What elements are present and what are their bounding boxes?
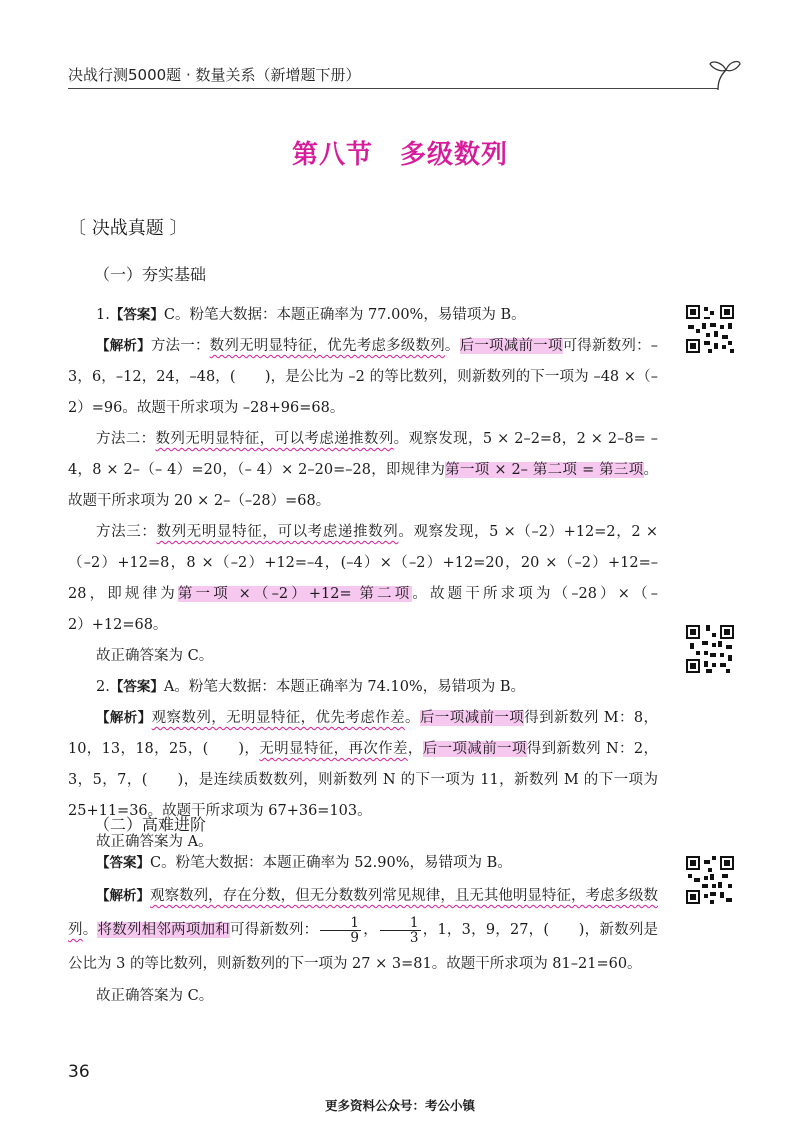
wavy-note: 数列无明显特征，可以考虑递推数列 [155, 431, 394, 447]
fraction-numerator: 1 [380, 916, 421, 931]
qr-code-icon[interactable] [684, 303, 736, 355]
method-text: 。故题干所求项为（–28）×（–2）+12=68。 [68, 586, 658, 633]
q1-answer-text: C。粉笔大数据：本题正确率为 77.00%，易错项为 B。 [163, 307, 526, 323]
wavy-note: 数列无明显特征，可以考虑递推数列 [156, 524, 399, 540]
qr-code-icon[interactable] [684, 854, 736, 906]
q1-method3 [68, 517, 658, 641]
q2-answer-text: A。粉笔大数据：本题正确率为 74.10%，易错项为 B。 [163, 679, 525, 695]
section-title: 第八节 多级数列 [291, 140, 508, 170]
method-text: 。故题干所求项为 20 × 2–（–28）=68。 [68, 462, 658, 509]
q3-analysis [68, 879, 658, 981]
q1-number: 1. [96, 307, 110, 323]
exam-section-heading: 〔 决战真题 〕 [68, 218, 188, 239]
answer-label: 【答案】 [109, 679, 164, 695]
qr-code-icon[interactable] [684, 623, 736, 675]
footer-note: 更多资料公众号：考公小镇 [324, 1098, 475, 1113]
q3-answer-text: C。粉笔大数据：本题正确率为 52.90%，易错项为 B。 [150, 855, 512, 871]
method-label: 方法二： [96, 431, 156, 447]
analysis-label: 【解析】 [96, 710, 152, 726]
highlight-note: 第一项 ×（–2）+12= 第二项 [177, 586, 413, 602]
book-title: 决战行测5000题 · 数量关系（新增题下册） [68, 66, 361, 84]
q2-answer [68, 672, 658, 703]
wavy-note: 观察数列，无明显特征，优先考虑作差 [151, 710, 405, 726]
sprout-icon [704, 54, 744, 92]
highlight-note: 后一项减前一项 [419, 710, 525, 726]
highlight-note: 后一项减前一项 [459, 338, 563, 354]
q2-analysis [68, 703, 658, 827]
punct: 。 [404, 710, 420, 726]
fraction-denominator: 9 [350, 929, 359, 946]
fraction-one-ninth [320, 916, 361, 945]
q1-conclusion: 故正确答案为 C。 [96, 648, 214, 664]
analysis-text: ，1，3，9，27，( )，新数列是公比为 3 的等比数列，则新数列的下一项为 27 × 3=81。故题干所求项为 81–21=60。 [68, 922, 659, 972]
wavy-note: 无明显特征，再次作差 [259, 741, 408, 757]
punct: ， [362, 922, 378, 938]
part1-content [68, 300, 658, 858]
q1-method2 [68, 424, 658, 517]
method-text: 可得新数列：–3，6，–12，24，–48，( )，是公比为 –2 的等比数列，则新数列的下一项为 –48 ×（–2）=96。故题干所求项为 –28+96=68。 [68, 338, 659, 416]
punct: 。 [82, 922, 98, 938]
page-number: 36 [68, 1062, 90, 1082]
fraction-denominator: 3 [409, 929, 419, 946]
highlight-note: 第一项 × 2– 第二项 = 第三项 [445, 462, 644, 478]
part2-content [68, 848, 658, 1012]
fraction-numerator: 1 [320, 916, 361, 931]
q2-conclusion: 故正确答案为 A。 [96, 834, 213, 850]
punct: 。 [444, 338, 460, 354]
analysis-label: 【解析】 [96, 888, 151, 904]
method-label: 方法一： [150, 338, 210, 354]
wavy-note: 数列无明显特征，优先考虑多级数列 [209, 338, 445, 354]
answer-label: 【答案】 [109, 307, 164, 323]
highlight-note: 后一项减前一项 [422, 741, 527, 757]
q3-answer [68, 848, 658, 879]
answer-label: 【答案】 [96, 855, 150, 871]
header-rule [68, 88, 718, 89]
q3-conclusion: 故正确答案为 C。 [96, 988, 214, 1004]
part1-heading: （一）夯实基础 [94, 265, 207, 284]
punct: ， [407, 741, 423, 757]
highlight-note: 将数列相邻两项加和 [97, 922, 231, 938]
q1-method1 [68, 331, 658, 424]
analysis-text: 得到新数列 N：2，3，5，7，( )，是连续质数数列，则新数列 N 的下一项为 11，新数列 M 的下一项为 25+11=36。故题干所求项为 67+36=103。 [68, 741, 658, 819]
q1-answer [68, 300, 658, 331]
part2-heading: （二）高难进阶 [94, 815, 207, 834]
wavy-note: 观察数列，存在分数，但无分数数列常见规律，且无其他明显特征，考虑多级数列 [68, 888, 659, 938]
analysis-text: 可得新数列： [230, 922, 319, 938]
analysis-label: 【解析】 [96, 338, 151, 354]
q2-number: 2. [96, 679, 110, 695]
method-text: 。观察发现，5 ×（–2）+12=2，2 ×（–2）+12=8，8 ×（–2）+12=–4，(–4）×（–2）+12=20，20 ×（–2）+12=–28，即规律为 [68, 524, 659, 602]
method-label: 方法三： [96, 524, 157, 540]
analysis-text: 得到新数列 M：8，10，13，18，25，( )， [68, 710, 659, 757]
method-text: 。观察发现，5 × 2–2=8，2 × 2–8= – 4，8 × 2–（– 4）=20，（– 4）× 2–20=–28，即规律为 [68, 431, 659, 478]
fraction-one-third [380, 916, 421, 945]
